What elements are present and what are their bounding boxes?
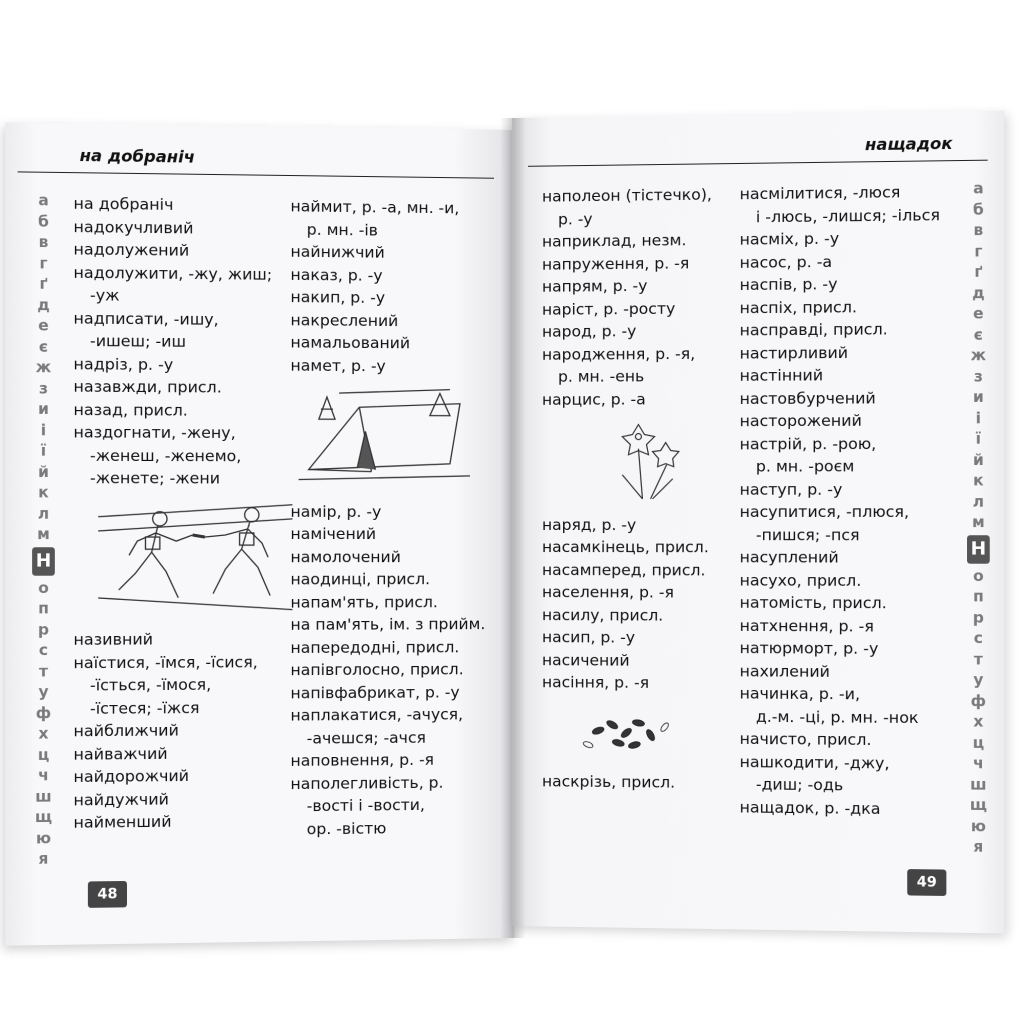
dictionary-entry: накип, р. -у	[290, 287, 386, 307]
dictionary-entry: напруження, р. -я	[541, 253, 690, 274]
alphabet-letter: ю	[970, 816, 986, 835]
alphabet-letter: щ	[34, 807, 53, 827]
entries-column-1	[542, 183, 712, 794]
alphabet-letter: Н	[32, 547, 55, 576]
alphabet-letter: р	[972, 607, 984, 627]
dictionary-entry: наряд, р. -у	[541, 515, 637, 534]
alphabet-letter: ш	[970, 774, 987, 794]
entries-column-2	[740, 181, 940, 821]
right-page	[512, 111, 1004, 934]
dictionary-entry: народ, р. -у	[541, 322, 637, 341]
dictionary-entry: насупитися, -плюся,	[739, 502, 910, 521]
alphabet-letter: л	[972, 491, 985, 511]
dictionary-entry: наприклад, незм.	[541, 231, 687, 251]
dictionary-entry: насилу, присл.	[541, 605, 664, 625]
alphabet-letter: я	[973, 837, 984, 856]
dictionary-entry: надолужений	[73, 240, 190, 260]
alphabet-letter: б	[38, 211, 49, 231]
dictionary-entry: р. -у	[558, 209, 593, 228]
narcissus-flower-illustration	[602, 414, 693, 501]
dictionary-entry: напрям, р. -у	[541, 276, 648, 296]
alphabet-letter: а	[38, 190, 49, 210]
entry-list-top	[542, 183, 712, 410]
dictionary-entry: -ишеш; -иш	[89, 331, 187, 351]
entry-list-mid	[542, 513, 712, 694]
dictionary-entry: назад, присл.	[73, 400, 188, 420]
dictionary-entry: -женете; -жени	[89, 468, 220, 488]
dictionary-entry: намет, р. -у	[290, 356, 386, 375]
dictionary-entry: натхнення, р. -я	[739, 616, 874, 636]
dictionary-entry: надокучливий	[73, 217, 194, 237]
dictionary-entry: наїстися, -їмся, -їсися,	[73, 652, 258, 672]
dictionary-entry: начисто, присл.	[739, 729, 872, 750]
dictionary-entry: народження, р. -я,	[541, 344, 696, 364]
dictionary-entry: -їсться, -їмося,	[89, 675, 212, 695]
dictionary-entry: наспів, р. -у	[739, 275, 838, 295]
dictionary-entry: найдужчий	[73, 789, 169, 809]
alphabet-letter: к	[973, 471, 984, 490]
alphabet-letter: ц	[37, 745, 50, 764]
dictionary-entry: р. мн. -ень	[558, 367, 645, 386]
dictionary-entry: -диш; -одь	[755, 775, 844, 795]
dictionary-entry: намір, р. -у	[290, 502, 382, 521]
dictionary-entry: насип, р. -у	[541, 628, 636, 647]
alphabet-letter: е	[973, 304, 984, 323]
entry-list-bottom	[542, 770, 712, 794]
alphabet-letter: ш	[35, 786, 52, 806]
alphabet-letter: р	[37, 619, 50, 639]
alphabet-index	[967, 178, 990, 857]
alphabet-letter: о	[38, 578, 49, 597]
alphabet-letter: т	[973, 649, 983, 669]
dictionary-entry: найважчий	[73, 744, 168, 764]
dictionary-entry: найближчий	[73, 721, 179, 741]
dictionary-entry: наздогнати, -жену,	[73, 423, 236, 443]
alphabet-letter: ф	[35, 703, 52, 722]
alphabet-letter: х	[38, 724, 49, 743]
alphabet-letter: е	[38, 316, 49, 335]
entry-list-bottom	[290, 500, 485, 840]
dictionary-entry: назавжди, присл.	[73, 377, 222, 397]
dictionary-entry: начинка, р. -и,	[739, 684, 861, 704]
running-head: на добраніч	[79, 145, 195, 167]
tent-illustration	[299, 379, 470, 490]
alphabet-letter: ч	[973, 753, 984, 773]
alphabet-letter: м	[37, 524, 50, 544]
dictionary-entry: наполеон (тістечко),	[541, 185, 712, 206]
dictionary-entry: насміх, р. -у	[739, 229, 840, 249]
alphabet-letter: с	[973, 628, 983, 648]
alphabet-letter: л	[37, 503, 50, 523]
dictionary-entry: -женеш, -женемо,	[89, 446, 242, 465]
alphabet-letter: и	[972, 387, 984, 407]
alphabet-letter: в	[973, 220, 984, 240]
running-head: нащадок	[865, 133, 953, 155]
page-number: 48	[88, 881, 127, 908]
alphabet-letter: м	[972, 512, 985, 532]
alphabet-letter: п	[38, 599, 49, 618]
alphabet-letter: у	[973, 670, 984, 689]
header-rule	[18, 171, 494, 178]
dictionary-entry: наодинці, присл.	[290, 570, 431, 589]
alphabet-letter: я	[38, 849, 49, 868]
dictionary-entry: -уж	[89, 286, 120, 305]
entry-list-top	[290, 195, 485, 378]
alphabet-letter: и	[38, 399, 49, 419]
dictionary-entry: -ачешся; -ачся	[306, 728, 426, 748]
entries-column-1	[73, 192, 292, 834]
dictionary-entry: натюрморт, р. -у	[739, 638, 879, 658]
alphabet-letter: і	[975, 408, 982, 427]
alphabet-letter: в	[38, 232, 49, 252]
dictionary-entry: наповнення, р. -я	[290, 750, 434, 770]
dictionary-entry: -їстеся; -їжся	[89, 698, 200, 718]
dictionary-entry: нарцис, р. -а	[541, 389, 646, 409]
alphabet-letter: Н	[967, 535, 990, 564]
alphabet-letter: б	[972, 199, 984, 219]
left-page	[5, 122, 514, 945]
dictionary-entry: наріст, р. -росту	[541, 299, 676, 319]
dictionary-entry: насос, р. -а	[739, 252, 833, 272]
dictionary-entry: намолочений	[290, 547, 401, 566]
dictionary-entry: настирливий	[739, 343, 849, 363]
alphabet-letter: ґ	[974, 262, 983, 281]
dictionary-entry: надріз, р. -у	[73, 354, 174, 374]
dictionary-entry: -вості і -вости,	[306, 795, 425, 816]
dictionary-entry: насіння, р. -я	[541, 673, 650, 692]
entries-column-2	[290, 195, 485, 840]
header-rule	[528, 160, 988, 167]
entry-list-top	[73, 192, 292, 490]
dictionary-entry: надписати, -ишу,	[73, 308, 219, 329]
dictionary-entry: напередодні, присл.	[290, 637, 460, 657]
alphabet-letter: щ	[969, 795, 987, 815]
alphabet-letter: п	[973, 587, 984, 606]
alphabet-letter: є	[38, 337, 49, 356]
dictionary-entry: настрій, р. -рою,	[739, 434, 877, 453]
dictionary-entry: нашкодити, -джу,	[739, 752, 890, 772]
alphabet-letter: ї	[40, 441, 47, 460]
relay-runners-illustration	[98, 496, 292, 616]
dictionary-entry: насамперед, присл.	[541, 560, 706, 579]
alphabet-letter: о	[973, 566, 984, 585]
dictionary-entry: наказ, р. -у	[290, 265, 383, 285]
dictionary-entry: р. мн. -ів	[306, 220, 378, 240]
alphabet-letter: й	[972, 450, 984, 469]
dictionary-entry: натомість, присл.	[739, 593, 887, 613]
dictionary-entry: напам'ять, присл.	[290, 592, 438, 612]
dictionary-entry: напівфабрикат, р. -у	[290, 682, 460, 702]
dictionary-entry: наскрізь, присл.	[541, 772, 676, 792]
alphabet-letter: д	[37, 295, 50, 314]
alphabet-letter: ж	[35, 357, 52, 377]
dictionary-entry: надолужити, -жу, жиш;	[73, 263, 273, 284]
dictionary-entry: д.-м. -ці, р. мн. -нок	[755, 707, 919, 727]
alphabet-index	[32, 190, 55, 870]
sunflower-seeds-illustration	[578, 700, 679, 761]
alphabet-letter: с	[38, 640, 49, 660]
dictionary-entry: наступ, р. -у	[739, 479, 843, 499]
dictionary-entry: насухо, присл.	[739, 570, 862, 590]
page-number: 49	[907, 869, 946, 896]
dictionary-entry: насичений	[541, 650, 630, 670]
alphabet-letter: х	[973, 712, 984, 731]
alphabet-letter: ч	[38, 765, 49, 785]
alphabet-letter: ц	[972, 733, 985, 752]
alphabet-letter: і	[40, 420, 47, 439]
alphabet-letter: д	[972, 283, 985, 302]
dictionary-entry: ор. -вістю	[306, 818, 387, 838]
dictionary-entry: насмілитися, -люся	[739, 183, 901, 204]
dictionary-entry: накреслений	[290, 310, 399, 330]
alphabet-letter: є	[973, 325, 983, 344]
alphabet-letter: з	[973, 366, 983, 386]
dictionary-entry: на добраніч	[73, 194, 174, 214]
alphabet-letter: ю	[35, 828, 52, 848]
dictionary-entry: найнижчий	[290, 242, 385, 262]
alphabet-letter: т	[38, 661, 48, 681]
dictionary-entry: настовбурчений	[739, 388, 876, 408]
dictionary-entry: насамкінець, присл.	[541, 538, 709, 557]
alphabet-letter: з	[38, 378, 48, 398]
entry-list-bottom	[73, 628, 292, 835]
dictionary-entry: на пам'ять, ім. з прийм.	[290, 615, 486, 634]
dictionary-entry: -пишся; -пся	[755, 525, 860, 544]
alphabet-letter: й	[38, 462, 49, 481]
dictionary-entry: р. мн. -роєм	[755, 457, 855, 476]
dictionary-entry: намічений	[290, 524, 377, 544]
dictionary-entry: наполегливість, р.	[290, 773, 444, 793]
dictionary-entry: напівголосно, присл.	[290, 660, 464, 680]
dictionary-entry: наплакатися, -ачуся,	[290, 705, 464, 725]
alphabet-letter: ґ	[39, 274, 48, 293]
alphabet-letter: ф	[970, 691, 987, 710]
alphabet-letter: ж	[970, 345, 987, 365]
alphabet-letter: у	[38, 682, 49, 701]
alphabet-letter: к	[38, 483, 49, 502]
dictionary-entry: настінний	[739, 366, 824, 385]
alphabet-letter: г	[974, 241, 983, 261]
dictionary-entry: називний	[73, 630, 154, 649]
dictionary-entry: і -люсь, -лишся; -ілься	[755, 205, 941, 226]
dictionary-entry: намальований	[290, 333, 411, 353]
dictionary-entry: нащадок, р. -дка	[739, 797, 881, 818]
dictionary-entry: наймит, р. -а, мн. -и,	[290, 197, 460, 218]
dictionary-entry: наспіх, присл.	[739, 297, 857, 317]
dictionary-entry: населення, р. -я	[541, 583, 674, 602]
dictionary-entry: насуплений	[739, 548, 839, 567]
dictionary-entry: найдорожчий	[73, 766, 190, 787]
alphabet-letter: г	[39, 253, 48, 273]
entry-list	[740, 181, 940, 821]
dictionary-entry: нахилений	[739, 661, 830, 681]
dictionary-entry: насправді, присл.	[739, 320, 888, 340]
alphabet-letter: ї	[975, 429, 982, 448]
dictionary-entry: найменший	[73, 812, 172, 832]
alphabet-letter: а	[973, 179, 984, 198]
dictionary-entry: насторожений	[739, 411, 862, 431]
